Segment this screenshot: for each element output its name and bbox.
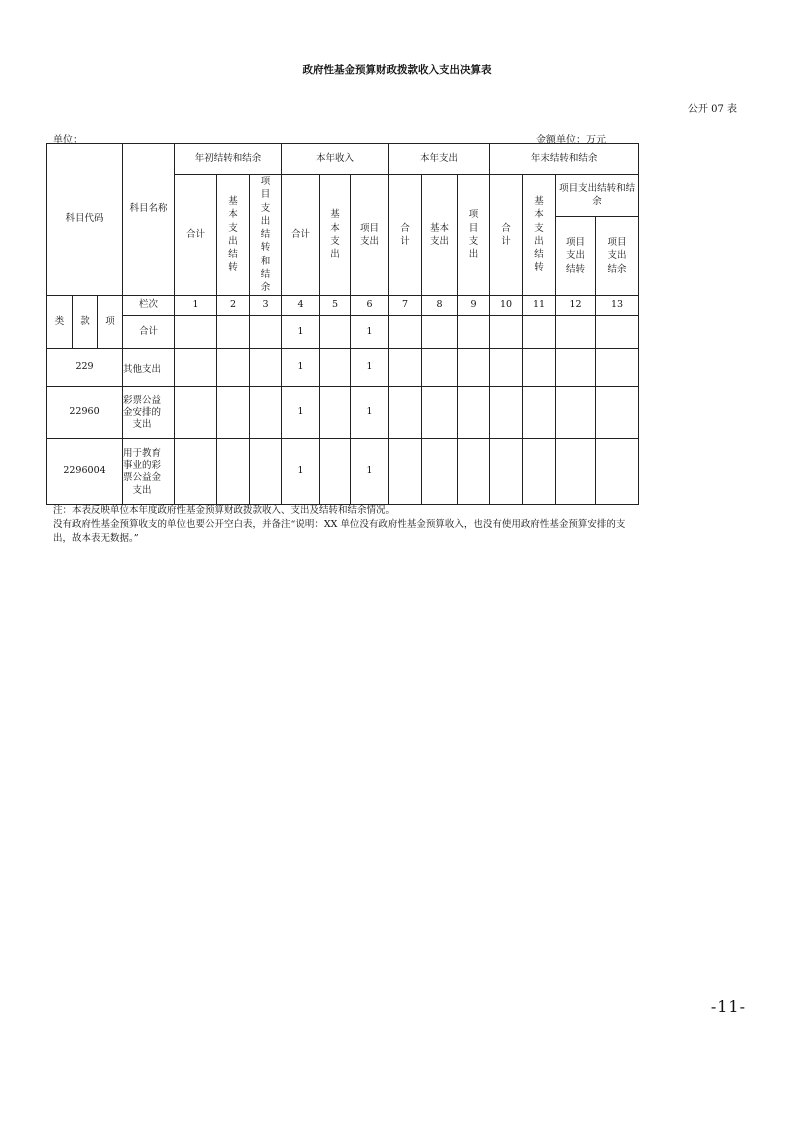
cell: 1 — [282, 316, 320, 349]
cell — [490, 387, 523, 439]
cell — [490, 349, 523, 387]
cell — [217, 387, 250, 439]
col-number: 9 — [458, 296, 490, 316]
header-subject-name: 科目名称 — [123, 144, 175, 296]
cell — [389, 316, 422, 349]
col-number: 10 — [490, 296, 523, 316]
cell — [490, 439, 523, 505]
page-number: -11- — [710, 997, 746, 1016]
cell — [389, 387, 422, 439]
cell: 1 — [282, 387, 320, 439]
cell — [422, 439, 458, 505]
cell — [596, 387, 639, 439]
cell: 1 — [351, 349, 389, 387]
table-row — [47, 387, 639, 439]
cell — [175, 316, 217, 349]
row-code: 229 — [47, 349, 123, 387]
col-number: 13 — [596, 296, 639, 316]
col-number: 6 — [351, 296, 389, 316]
cell — [556, 387, 596, 439]
cell — [490, 316, 523, 349]
row-name: 用于教育事业的彩票公益金支出 — [123, 439, 175, 505]
cell — [175, 439, 217, 505]
header-income-project: 项目支出 — [351, 175, 389, 296]
header-expense-basic: 基本支出 — [422, 175, 458, 296]
cell — [556, 349, 596, 387]
table-row — [47, 349, 639, 387]
note-line-2: 没有政府性基金预算收支的单位也要公开空白表，并备注“说明：XX 单位没有政府性基金预算收入，也没有使用政府性基金预算安排的支出，故本表无数据。” — [53, 518, 626, 544]
unit-label: 单位： — [53, 135, 83, 146]
cell — [320, 387, 351, 439]
cell: 1 — [351, 387, 389, 439]
header-group-end: 年末结转和结余 — [490, 144, 639, 175]
header-income-basic: 基本支出 — [320, 175, 351, 296]
row-name: 彩票公益金安排的支出 — [123, 387, 175, 439]
row-code: 2296004 — [47, 439, 123, 505]
header-income-total: 合计 — [282, 175, 320, 296]
total-row — [47, 316, 639, 349]
cell — [458, 439, 490, 505]
col-number: 7 — [389, 296, 422, 316]
cell — [320, 439, 351, 505]
cell — [596, 439, 639, 505]
cell — [320, 349, 351, 387]
cell — [175, 387, 217, 439]
cell: 1 — [351, 439, 389, 505]
row-code: 22960 — [47, 387, 123, 439]
col-number: 8 — [422, 296, 458, 316]
note-line-1: 注：本表反映单位本年度政府性基金预算财政拨款收入、支出及结转和结余情况。 — [53, 505, 396, 516]
col-number: 4 — [282, 296, 320, 316]
cell — [422, 349, 458, 387]
cell — [458, 316, 490, 349]
header-begin-project: 项目支出结转和结余 — [250, 175, 282, 296]
cell — [523, 349, 556, 387]
budget-table — [46, 143, 639, 505]
cell — [556, 439, 596, 505]
money-unit: 金额单位：万元 — [536, 135, 606, 146]
cell: 1 — [282, 349, 320, 387]
cell — [250, 387, 282, 439]
cell — [458, 387, 490, 439]
col-number: 11 — [523, 296, 556, 316]
cell — [523, 316, 556, 349]
header-expense-total: 合计 — [389, 175, 422, 296]
header-kuan: 款 — [73, 296, 98, 349]
cell — [596, 349, 639, 387]
cell — [320, 316, 351, 349]
row-name: 其他支出 — [123, 349, 175, 387]
header-begin-basic: 基本支出结转 — [217, 175, 250, 296]
header-group-expense: 本年支出 — [389, 144, 490, 175]
col-number: 5 — [320, 296, 351, 316]
header-begin-total: 合计 — [175, 175, 217, 296]
cell: 1 — [282, 439, 320, 505]
table-row — [47, 439, 639, 505]
cell — [458, 349, 490, 387]
cell — [217, 349, 250, 387]
table-note — [53, 504, 643, 545]
header-group-begin: 年初结转和结余 — [175, 144, 282, 175]
header-end-project-group: 项目支出结转和结余 — [556, 175, 639, 217]
cell — [556, 316, 596, 349]
col-number: 3 — [250, 296, 282, 316]
header-end-project-balance: 项目支出结余 — [596, 217, 639, 296]
cell: 1 — [351, 316, 389, 349]
cell — [389, 439, 422, 505]
cell — [250, 316, 282, 349]
cell — [175, 349, 217, 387]
cell — [422, 387, 458, 439]
cell — [422, 316, 458, 349]
cell — [596, 316, 639, 349]
cell — [523, 439, 556, 505]
header-end-basic: 基本支出结转 — [523, 175, 556, 296]
header-expense-project: 项目支出 — [458, 175, 490, 296]
header-subject-code: 科目代码 — [47, 144, 123, 296]
col-number: 1 — [175, 296, 217, 316]
table-title: 政府性基金预算财政拨款收入支出决算表 — [302, 64, 492, 76]
col-number: 2 — [217, 296, 250, 316]
cell — [217, 439, 250, 505]
total-row-label: 合计 — [123, 316, 175, 349]
header-group-income: 本年收入 — [282, 144, 389, 175]
header-lei: 类 — [47, 296, 73, 349]
header-end-total: 合计 — [490, 175, 523, 296]
cell — [217, 316, 250, 349]
cell — [250, 349, 282, 387]
col-number: 12 — [556, 296, 596, 316]
cell — [523, 387, 556, 439]
cell — [250, 439, 282, 505]
header-xiang: 项 — [98, 296, 123, 349]
header-lanci: 栏次 — [123, 296, 175, 316]
header-end-project-carry: 项目支出结转 — [556, 217, 596, 296]
table-number: 公开 07 表 — [687, 104, 737, 115]
cell — [389, 349, 422, 387]
